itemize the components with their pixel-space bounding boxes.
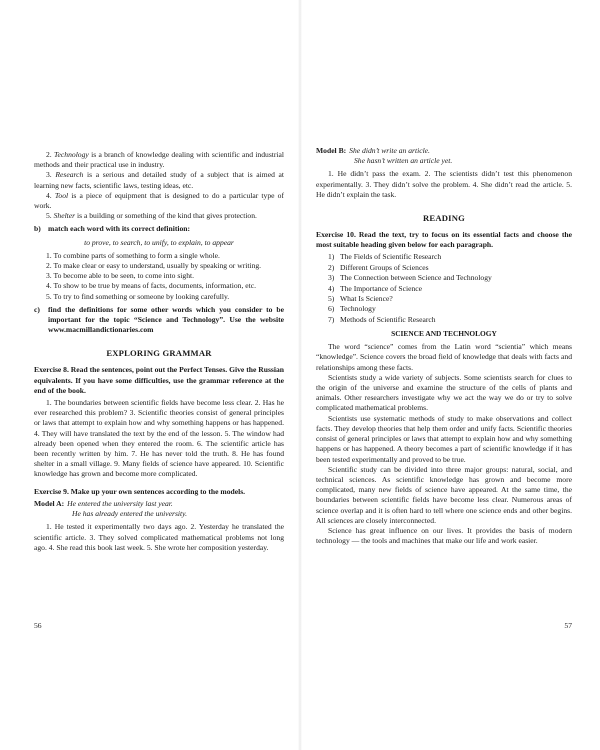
task-b-list [34,251,284,302]
model-a-label: Model A: [34,498,65,508]
text-paragraph: Scientific study can be divided into three major groups: natural, social, and technical sciences. As scientific knowledge has grown and become more complicated, many new fields of science have appeared. At the same time, the boundaries between scientific fields have become less clear. Numerous areas of science overlap and it is often hard to tell where one science ends and other begins. All sciences are closely interconnected. [316,464,572,525]
definition-term: Shelter [53,211,76,221]
model-a-line2: He has already entered the university. [72,509,187,519]
list-item: 4. To show to be true by means of facts, documents, information, etc. [46,281,257,291]
definition-term: Technology [54,150,89,159]
exercise-10-heading: Exercise 10. Read the text, try to focus on its essential facts and choose the most suitable heading given below for each paragraph. [316,230,572,250]
section-title-reading: READING [423,213,465,224]
definition-term: Tool [54,190,69,200]
page-number-left: 56 [34,621,42,630]
task-c [34,305,284,336]
definition-item: 2. Technology is a branch of knowledge dealing with scientific and industrial methods and their practical use in industry. [34,150,284,170]
model-b [316,146,572,156]
text-paragraph: Scientists use systematic methods of study to make observations and collect facts. They develop theories that help them order and unify facts. Scientific theories consist of general principles or laws that attempt to explain how and why something happens or has happened. A theory becomes a part of scientific knowledge if it has been tested experimentally and proved to be true. [316,413,572,464]
task-b-marker: b) [34,224,41,234]
list-item: 1) The Fields of Scientific Research [328,252,442,262]
model-b-body: 1. He didn’t pass the exam. 2. The scientists didn’t test this phenomenon experimentally. 3. They didn’t solve the problem. 4. She didn’t read the article. 5. He didn’t explain the task. [316,169,572,199]
list-item: 3. To become able to be seen, to come into sight. [46,271,195,281]
exercise-9-body: 1. He tested it experimentally two days ago. 2. Yesterday he translated the scientific article. 3. They solved complicated mathematical problems not long ago. 4. She read this book last week. 5. She wrote her composition yesterday. [34,522,284,552]
list-item: 5. To try to find something or someone by looking carefully. [46,291,230,301]
definition-item: 5. Shelter is a building or something of the kind that gives protection. [46,211,257,221]
task-c-text: find the definitions for some other words which you consider to be important for the topic “Science and Technology”. Use the website www.macmillandictionaries.com [48,304,284,335]
list-item: 6) Technology [328,304,376,314]
definition-item: 4. Tool is a piece of equipment that is designed to do a particular type of work. [34,190,284,211]
exercise-8-heading: Exercise 8. Read the sentences, point out the Perfect Tenses. Give the Russian equivalents. If you have some difficulties, use the grammar reference at the end of the book. [34,365,284,395]
list-item: 5) What Is Science? [328,294,393,304]
exercise-8-body: 1. The boundaries between scientific fields have become less clear. 2. Has he ever researched this problem? 3. Scientific theories consist of general principles or laws that attempt to explain how and why something happens or has happened. 4. They will have translated the text by the end of the lesson. 5. The window had already been opened when they entered the room. 6. The scientific article has been recently written by him. 7. He has never told the truth. 8. He has found shelter in a small village. 9. Many fields of science have appeared. 10. Scientific knowledge has grown and become more complicated. [34,398,284,479]
task-c-marker: c) [34,304,40,314]
text-paragraph: Science has great influence on our lives. It provides the basis of modern technology — the tools and machines that make our life and work easier. [316,525,572,546]
list-item: 2. To make clear or easy to understand, usually by speaking or writing. [46,261,262,271]
model-a-line1: He entered the university last year. [67,498,173,508]
list-item: 1. To combine parts of something to form a single whole. [46,250,220,260]
list-item: 2) Different Groups of Sciences [328,262,429,272]
model-b-line2: She hasn’t written an article yet. [354,156,453,166]
model-a [34,499,284,509]
model-b-line1: She didn’t write an article. [349,146,430,155]
definitions-list [34,150,284,221]
text-title: SCIENCE AND TECHNOLOGY [391,329,497,339]
section-title-grammar: EXPLORING GRAMMAR [106,348,212,359]
list-item: 7) Methods of Scientific Research [328,314,436,324]
text-paragraph: Scientists study a wide variety of subjects. Some scientists search for clues to the origin of the universe and examine the structure of the cells of plants and animals. Other researchers investigate why we act the way we do or try to solve complicated mathematical problems. [316,372,572,413]
task-b-words: to prove, to search, to unify, to explain, to appear [84,237,234,247]
definition-item: 3. Research is a serious and detailed study of a subject that is aimed at learning new facts, scientific laws, testing ideas, etc. [34,170,285,190]
list-item: 3) The Connection between Science and Technology [328,273,492,283]
heading-options-list [316,252,572,325]
task-b-text: match each word with its correct definition: [48,224,191,234]
list-item: 4) The Importance of Science [328,283,423,293]
definition-term: Research [55,170,84,180]
exercise-9-heading: Exercise 9. Make up your own sentences according to the models. [34,486,246,496]
model-b-label: Model B: [316,146,347,155]
page-number-right: 57 [564,621,572,630]
right-page [300,0,600,750]
text-paragraph: The word “science” comes from the Latin word “scientia” which means “knowledge”. Science covers the broad field of knowledge that deals with facts and relationships among these facts. [316,342,572,372]
task-b [34,224,284,234]
